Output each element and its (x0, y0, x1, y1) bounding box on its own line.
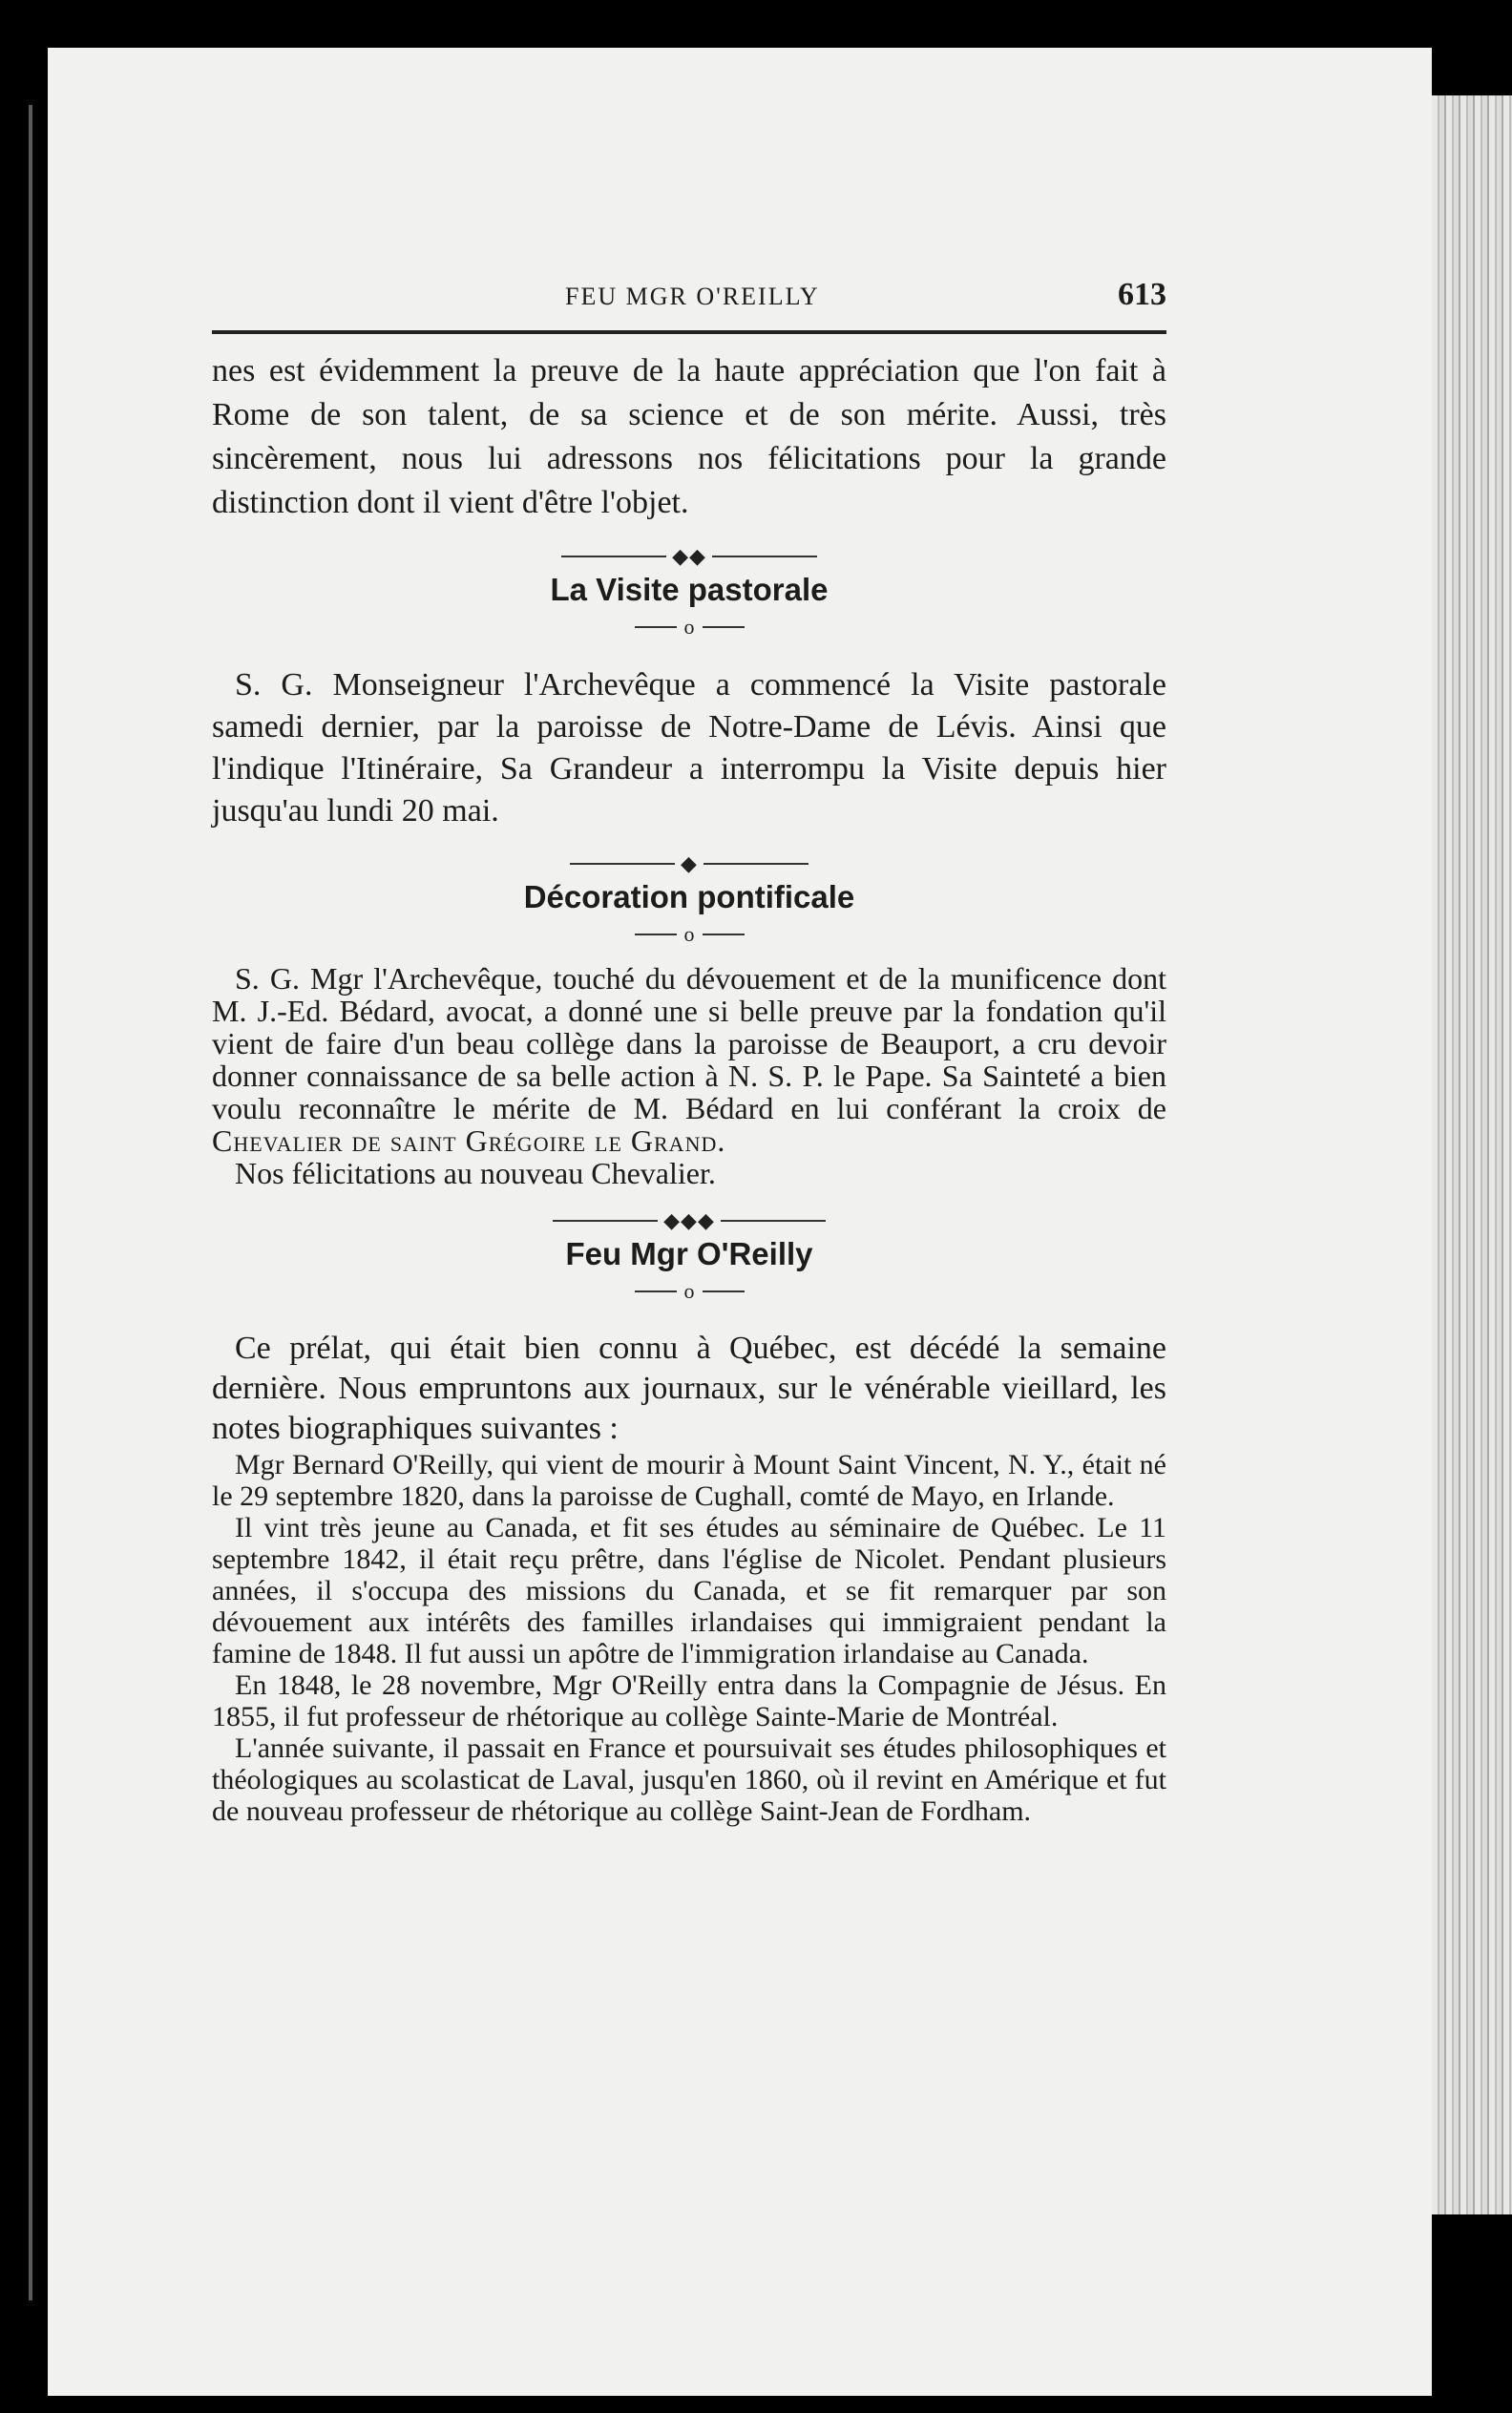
decoration-text: S. G. Mgr l'Archevêque, touché du dévouement et de la munificence dont M. J.-Ed. Bédard, avocat, a donné une si belle preuve par la fondation qu'il vient de faire d'un beau collège dans la paroisse de Beauport, a cru devoir donner connaissance de sa belle action à N. S. P. le Pape. Sa Sainteté a bien voulu reconnaître le mérite de M. Bédard en lui conférant la croix de (212, 961, 1166, 1125)
oreilly-paragraph-4: L'année suivante, il passait en France et poursuivait ses études philosophiques et théologiques au scolasticat de Laval, jusqu'en 1860, où il revint en Amérique et fut de nouveau professeur de rhétorique au collège Saint-Jean de Fordham. (212, 1732, 1166, 1827)
running-header (212, 277, 1166, 334)
oreilly-paragraph-2: Il vint très jeune au Canada, et fit ses études au séminaire de Québec. Le 11 septembre 1842, il était reçu prêtre, dans l'église de Nicolet. Pendant plusieurs années, il s'occupa des missions du Canada, et se fit remarquer par son dévouement aux intérêts des familles irlandaises qui immigraient pendant la famine de 1848. Il fut aussi un apôtre de l'immigration irlandaise au Canada. (212, 1512, 1166, 1669)
intro-block (212, 349, 1166, 525)
intro-paragraph: nes est évidemment la preuve de la haute appréciation que l'on fait à Rome de son talent, de sa science et de son mérite. Aussi, très sincèrement, nous lui adressons nos félicitations pour la grande distinction dont il vient d'être l'objet. (212, 353, 1166, 520)
page-number: 613 (1118, 277, 1166, 312)
section-ornament (212, 848, 1166, 876)
section-title-visite: La Visite pastorale (550, 572, 829, 607)
section-ornament (212, 1205, 1166, 1233)
oreilly-intro: Ce prélat, qui était bien connu à Québec, est décédé la semaine dernière. Nous empruntons aux journaux, sur le vénérable vieillard, les notes biographiques suivantes : (212, 1331, 1166, 1446)
separator-glyph: o (683, 614, 695, 639)
running-title: FEU MGR O'REILLY (565, 283, 820, 310)
oreilly-paragraph-3: En 1848, le 28 novembre, Mgr O'Reilly entra dans la Compagnie de Jésus. En 1855, il fut professeur de rhétorique au collège Sainte-Marie de Montréal. (212, 1669, 1166, 1732)
title-separator (212, 1275, 1166, 1304)
title-separator (212, 611, 1166, 640)
page-edges (1432, 95, 1512, 2214)
decoration-paragraph (212, 962, 1166, 1157)
separator-glyph: o (683, 921, 695, 946)
section-title-decoration: Décoration pontificale (523, 879, 855, 914)
oreilly-paragraph-1: Mgr Bernard O'Reilly, qui vient de mourir à Mount Saint Vincent, N. Y., était né le 29 septembre 1820, dans la paroisse de Cughall, comté de Mayo, en Irlande. (212, 1449, 1166, 1512)
ornament-glyph: ◆◆◆ (663, 1207, 715, 1232)
title-separator (212, 918, 1166, 947)
binding-edge (29, 105, 32, 2300)
section-title-oreilly: Feu Mgr O'Reilly (565, 1236, 813, 1271)
page-content (212, 277, 1166, 1827)
decoration-congrats: Nos félicitations au nouveau Chevalier. (235, 1156, 716, 1190)
ornament-glyph: ◆◆ (672, 543, 706, 568)
ornament-glyph: ◆ (681, 850, 698, 875)
decoration-title-smallcaps: Chevalier de saint Grégoire le Grand. (212, 1123, 726, 1158)
separator-glyph: o (683, 1278, 695, 1303)
binding-shadow (0, 48, 48, 2413)
visite-paragraph: S. G. Monseigneur l'Archevêque a commencé la Visite pastorale samedi dernier, par la paroisse de Notre-Dame de Lévis. Ainsi que l'indique l'Itinéraire, Sa Grandeur a interrompu la Visite depuis hier jusqu'au lundi 20 mai. (212, 667, 1166, 829)
section-ornament (212, 540, 1166, 569)
